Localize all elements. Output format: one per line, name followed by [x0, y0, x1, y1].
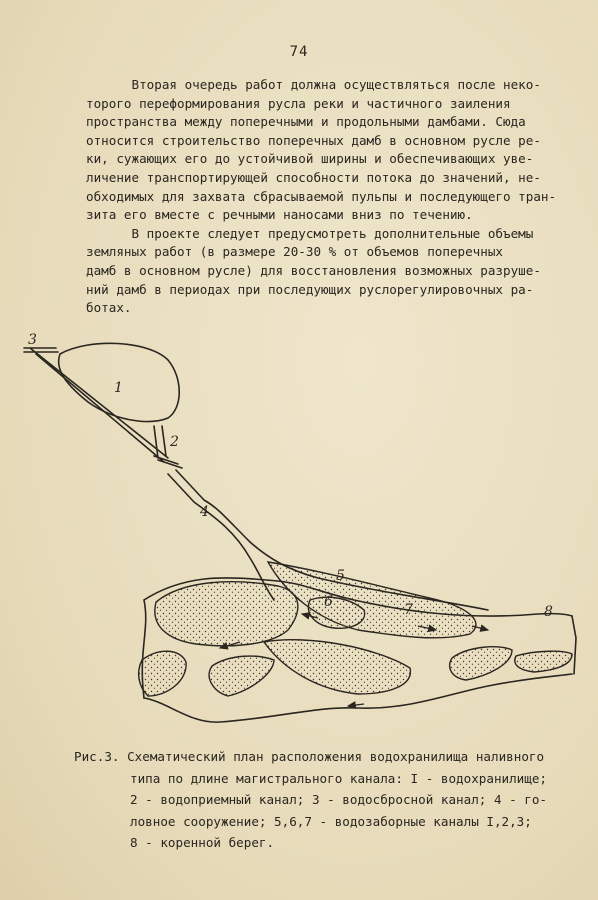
text-line: торого переформирования русла реки и частичного заиления	[86, 95, 511, 111]
text-line: относится строительство поперечных дамб в основном русле ре-	[86, 132, 541, 148]
island-7	[450, 647, 512, 680]
caption-line: 8 - коренной берег.	[130, 835, 275, 850]
caption-line: 2 - водоприемный канал; 3 - водосбросной канал; 4 - го-	[130, 792, 548, 807]
island-8	[515, 651, 572, 672]
spillway-channel	[24, 348, 168, 462]
island-6	[264, 640, 410, 694]
label-3: 3	[28, 332, 37, 348]
text-line: обходимых для захвата сбрасываемой пульпы и последующего тран-	[86, 188, 557, 204]
paragraph-1	[86, 76, 582, 225]
figure-caption	[74, 746, 584, 854]
intake-channel	[154, 426, 166, 458]
text-line: Вторая очередь работ должна осуществляться после неко-	[86, 77, 541, 92]
text-line: В проекте следует предусмотреть дополнительные объемы	[86, 225, 534, 241]
figure-3	[18, 330, 588, 740]
label-6: 6	[324, 594, 333, 610]
text-line: дамб в основном русле) для восстановления возможных разруше-	[86, 262, 541, 278]
island-5	[209, 656, 274, 696]
text-line: зита его вместе с речными наносами вниз по течению.	[86, 207, 473, 223]
flow-arrow	[348, 704, 364, 706]
body-text	[86, 76, 582, 318]
text-line: ки, сужающих его до устойчивой ширины и обеспечивающих уве-	[86, 151, 534, 167]
schematic-plan-drawing	[18, 330, 588, 740]
text-line: ботах.	[86, 300, 132, 316]
label-1: 1	[114, 380, 123, 396]
island-2	[268, 562, 476, 638]
label-8: 8	[544, 604, 553, 620]
text-line: земляных работ (в размере 20-30 % от объемов поперечных	[86, 244, 504, 260]
caption-line: ловное сооружение; 5,6,7 - водозаборные каналы I,2,3;	[130, 813, 532, 829]
label-4: 4	[200, 504, 209, 520]
caption-line: типа по длине магистрального канала: I - водохранилище;	[130, 770, 548, 786]
label-5: 5	[336, 568, 345, 584]
label-7: 7	[404, 602, 413, 618]
island-1	[155, 582, 298, 646]
page-number: 74	[289, 44, 309, 60]
river-bank-right	[572, 616, 576, 674]
paragraph-2	[86, 225, 582, 318]
main-canal-bank	[168, 474, 274, 600]
caption-line: Рис.3. Схематический план расположения водохранилища наливного	[74, 749, 545, 764]
island-4	[139, 651, 187, 696]
text-line: пространства между поперечными и продольными дамбами. Сюда	[86, 114, 526, 130]
text-line: ний дамб в периодах при последующих руслорегулировочных ра-	[86, 281, 534, 297]
label-2: 2	[170, 434, 179, 450]
text-line: личение транспортирующей способности потока до значений, не-	[86, 169, 541, 185]
